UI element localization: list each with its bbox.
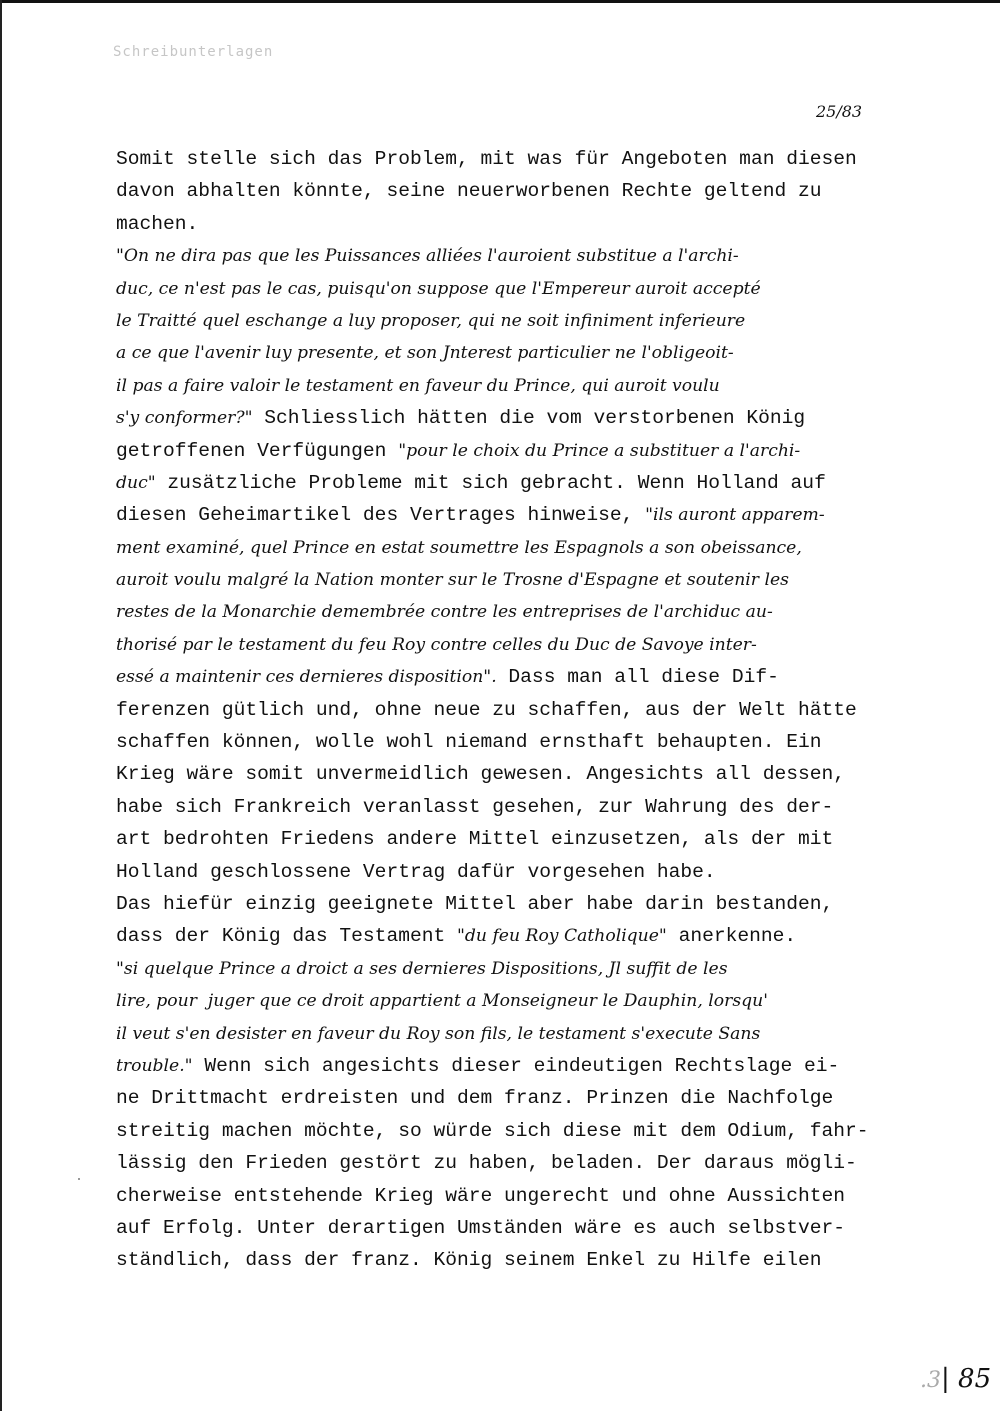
german-text-segment: zusätzliche Probleme mit sich gebracht. Wenn Holland auf — [155, 471, 826, 494]
scan-edge-left — [0, 0, 2, 1411]
text-line — [116, 791, 896, 823]
scan-edge-top — [0, 0, 1000, 3]
german-text-segment: machen. — [116, 212, 199, 235]
german-text-segment: ferenzen gütlich und, ohne neue zu schaffen, aus der Welt hätte — [116, 698, 857, 721]
german-text-segment: Schliesslich hätten die vom verstorbenen König — [252, 407, 806, 430]
text-line — [116, 920, 896, 952]
text-line — [116, 1212, 896, 1244]
text-line — [116, 273, 896, 305]
german-text-segment: diesen Geheimartikel des Vertrages hinweise, — [116, 504, 646, 527]
text-line — [116, 337, 896, 369]
text-line — [116, 143, 896, 175]
german-text-segment: Holland geschlossene Vertrag dafür vorgesehen habe. — [116, 860, 716, 883]
french-quote-segment: duc, ce n'est pas le cas, puisqu'on suppose que l'Empereur auroit accepté — [116, 278, 761, 299]
french-quote-segment: le Traitté quel eschange a luy proposer, qui ne soit infiniment inferieure — [116, 310, 746, 331]
text-line — [116, 661, 896, 693]
german-text-segment: Wenn sich angesichts dieser eindeutigen Rechtslage ei- — [192, 1054, 840, 1077]
text-line — [116, 175, 896, 207]
german-text-segment: Somit stelle sich das Problem, mit was für Angeboten man diesen — [116, 148, 857, 170]
french-quote-segment: il pas a faire valoir le testament en faveur du Prince, qui auroit voulu — [116, 375, 720, 396]
text-line — [116, 305, 896, 337]
german-text-segment: davon abhalten könnte, seine neuerworbenen Rechte geltend zu — [116, 180, 822, 203]
german-text-segment: schaffen können, wolle wohl niemand ernsthaft behaupten. Ein — [116, 731, 822, 754]
french-quote-segment: ment examiné, quel Prince en estat soumettre les Espagnols a son obeissance, — [116, 537, 802, 558]
text-line — [116, 726, 896, 758]
text-line — [116, 694, 896, 726]
french-quote-segment: essé a maintenir ces dernieres disposition". — [116, 667, 497, 688]
text-line — [116, 629, 896, 661]
text-line — [116, 953, 896, 985]
text-line — [116, 402, 896, 434]
text-line — [116, 240, 896, 272]
french-quote-segment: "si quelque Prince a droict a ses dernieres Dispositions, Jl suffit de les — [116, 958, 728, 979]
text-line — [116, 596, 896, 628]
text-line — [116, 532, 896, 564]
text-line — [116, 499, 896, 531]
text-line — [116, 856, 896, 888]
folio-faint-mark: .3 — [920, 1368, 941, 1393]
text-line — [116, 985, 896, 1017]
german-text-segment: dass der König das Testament — [116, 925, 457, 948]
text-line — [116, 823, 896, 855]
handwritten-folio — [920, 1364, 991, 1394]
french-quote-segment: duc" — [116, 472, 156, 493]
french-quote-segment: restes de la Monarchie demembrée contre les entreprises de l'archiduc au- — [116, 602, 773, 623]
french-quote-segment: "du feu Roy Catholique" — [457, 926, 667, 947]
text-line — [116, 1115, 896, 1147]
faded-header-stamp: Schreibunterlagen — [113, 44, 274, 60]
german-text-segment: lässig den Frieden gestört zu haben, beladen. Der daraus mögli- — [116, 1152, 857, 1175]
french-quote-segment: il veut s'en desister en faveur du Roy son fils, le testament s'execute Sans — [116, 1023, 761, 1044]
french-quote-segment: a ce que l'avenir luy presente, et son Jnterest particulier ne l'obligeoit- — [116, 343, 734, 364]
french-quote-segment: trouble." — [116, 1055, 193, 1076]
text-line — [116, 564, 896, 596]
french-quote-segment: "On ne dira pas que les Puissances alliées l'auroient substitue a l'archi- — [116, 246, 739, 267]
text-line — [116, 1018, 896, 1050]
french-quote-segment: thorisé par le testament du feu Roy contre celles du Duc de Savoye inter- — [116, 634, 757, 655]
text-line — [116, 888, 896, 920]
text-line — [116, 435, 896, 467]
german-text-segment: Krieg wäre somit unvermeidlich gewesen. Angesichts all dessen, — [116, 763, 846, 786]
german-text-segment: Das hiefür einzig geeignete Mittel aber habe darin bestanden, — [116, 892, 834, 915]
german-text-segment: cherweise entstehende Krieg wäre ungerecht und ohne Aussichten — [116, 1184, 846, 1207]
german-text-segment: anerkenne. — [666, 925, 797, 948]
text-line — [116, 1244, 896, 1276]
page-number: 25/83 — [816, 102, 863, 121]
german-text-segment: art bedrohten Friedens andere Mittel einzusetzen, als der mit — [116, 828, 834, 851]
text-line — [116, 467, 896, 499]
scan-speck — [78, 1178, 80, 1180]
french-quote-segment: auroit voulu malgré la Nation monter sur le Trosne d'Espagne et soutenir les — [116, 570, 789, 591]
german-text-segment: habe sich Frankreich veranlasst gesehen, zur Wahrung des der- — [116, 795, 834, 818]
folio-number: | 85 — [941, 1364, 992, 1394]
french-quote-segment: lire, pour juger que ce droit appartient a Monseigneur le Dauphin, lorsqu' — [116, 991, 768, 1012]
german-text-segment: streitig machen möchte, so würde sich diese mit dem Odium, fahr- — [116, 1119, 869, 1142]
text-line — [116, 758, 896, 790]
text-line — [116, 1180, 896, 1212]
french-quote-segment: "pour le choix du Prince a substituer a l'archi- — [398, 440, 801, 461]
body-text — [116, 143, 896, 1277]
text-line — [116, 1147, 896, 1179]
german-text-segment: getroffenen Verfügungen — [116, 439, 399, 462]
german-text-segment: Dass man all diese Dif- — [496, 666, 779, 689]
text-line — [116, 370, 896, 402]
german-text-segment: ständlich, dass der franz. König seinem Enkel zu Hilfe eilen — [116, 1249, 822, 1272]
french-quote-segment: "ils auront apparem- — [645, 505, 825, 526]
french-quote-segment: s'y conformer?" — [116, 408, 253, 429]
text-line — [116, 208, 896, 240]
text-line — [116, 1050, 896, 1082]
text-line — [116, 1082, 896, 1114]
german-text-segment: auf Erfolg. Unter derartigen Umständen wäre es auch selbstver- — [116, 1216, 846, 1239]
german-text-segment: ne Drittmacht erdreisten und dem franz. Prinzen die Nachfolge — [116, 1087, 834, 1110]
